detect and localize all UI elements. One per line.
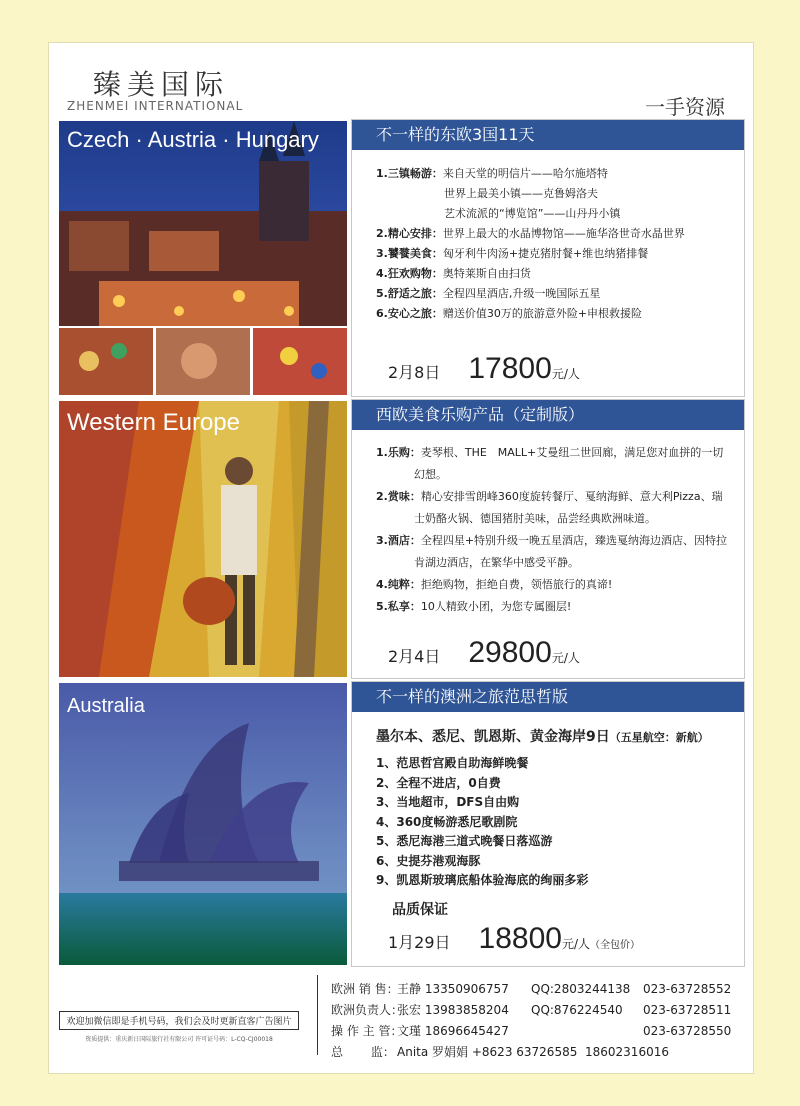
- tour3-subtitle: 墨尔本、悉尼、凯恩斯、黄金海岸9日（五星航空：新航）: [376, 729, 709, 745]
- brand-name-cn: 臻美国际: [93, 68, 230, 101]
- list-item: 4.狂欢购物： 奥特莱斯自由扫货: [376, 267, 531, 280]
- tour1-highlights: [352, 150, 744, 324]
- list-item: 艺术流派的“博览馆”——山丹丹小镇: [444, 207, 621, 220]
- tour1-date: 2月8日: [388, 363, 441, 382]
- tour1-price: [388, 352, 580, 386]
- tour2-image-title: Western Europe: [67, 409, 240, 436]
- list-item: 3.饕餮美食： 匈牙利牛肉汤+捷克猪肘餐+维也纳猪排餐: [376, 247, 649, 260]
- brand-name-en: ZHENMEI INTERNATIONAL: [67, 99, 244, 113]
- list-item: 2、全程不进店，0自费: [376, 775, 501, 790]
- tour3-title-bar: 不一样的澳洲之旅范思哲版: [352, 682, 744, 712]
- footer-divider: [317, 975, 318, 1055]
- tour3-date: 1月29日: [388, 933, 451, 952]
- brochure-page: [48, 42, 754, 1074]
- contact-list: [331, 979, 731, 1063]
- tour2-panel: [351, 399, 745, 679]
- license-info: 资质提供：重庆新日国际旅行社有限公司 许可证号码：L-CQ-CJ00018: [85, 1036, 273, 1043]
- list-item: 1、范思哲宫殿自助海鲜晚餐: [376, 756, 529, 770]
- western-europe-illustration: [59, 401, 347, 677]
- tour3-quality-label: 品质保证: [392, 901, 448, 918]
- brand-tagline: 一手资源: [645, 95, 725, 119]
- tour3-price-note: （全包价）: [590, 940, 641, 951]
- list-item: 5.私享：10人精致小团，为您专属圈层!: [376, 600, 572, 613]
- tour3-price-value: 18800: [478, 922, 562, 955]
- tour3-panel: [351, 681, 745, 967]
- list-item: 6、史提芬港观海豚: [376, 853, 481, 868]
- tour1-image-title: Czech · Austria · Hungary: [67, 127, 319, 152]
- list-item: 5.舒适之旅： 全程四星酒店,升级一晚国际五星: [376, 287, 601, 300]
- tour3-highlights: [352, 752, 744, 891]
- tour2-price-value: 29800: [468, 636, 552, 669]
- list-item: 1.乐购：麦琴根、THE MALL+艾曼纽二世回廊，满足您对血拼的一切幻想。: [376, 446, 724, 481]
- tour2-title-bar: 西欧美食乐购产品（定制版）: [352, 400, 744, 430]
- list-item: 9、凯恩斯玻璃底船体验海底的绚丽多彩: [376, 873, 589, 887]
- list-item: 4、360度畅游悉尼歌剧院: [376, 814, 518, 829]
- list-item: 4.纯粹：拒绝购物，拒绝自费，领悟旅行的真谛!: [376, 578, 613, 591]
- tour3-price-unit: 元/人: [561, 937, 591, 951]
- tour2-date: 2月4日: [388, 647, 441, 666]
- tour3-image-title: Australia: [67, 695, 145, 717]
- tour1-title-bar: 不一样的东欧3国11天: [352, 120, 744, 150]
- tour3-image: [59, 683, 347, 965]
- list-item: 2.赏味：精心安排雪朗峰360度旋转餐厅、戛纳海鲜、意大利Pizza、瑞士奶酪火锅、德国猪肘美味，品尝经典欧洲味道。: [376, 490, 723, 525]
- list-item: 3、当地超市，DFS自由购: [376, 795, 520, 809]
- footer-notice-block: [59, 1011, 299, 1043]
- list-item: 3.酒店：全程四星+特别升级一晚五星酒店，臻选戛纳海边酒店、因特拉肯湖边酒店，在繁华中感受平静。: [376, 534, 728, 569]
- sydney-opera-house-illustration: [59, 683, 347, 965]
- tour2-price: [388, 636, 580, 670]
- list-item: 世界上最美小镇——克鲁姆洛夫: [444, 187, 598, 200]
- list-item: 1.三镇畅游： 来自天堂的明信片——哈尔施塔特: [376, 167, 608, 180]
- tour1-price-value: 17800: [468, 352, 552, 385]
- list-item: 6.安心之旅： 赠送价值30万的旅游意外险+申根救援险: [376, 307, 643, 320]
- prague-market-illustration: [59, 121, 347, 395]
- tour1-panel: [351, 119, 745, 397]
- tour1-image: [59, 121, 347, 395]
- tour2-highlights: [352, 430, 744, 618]
- contact-row: 欧洲 销 售： 王静 13350906757 QQ:2803244138 023-63728552: [331, 982, 732, 996]
- contact-row: 操 作 主 管： 文瑾 18696645427 023-63728550: [331, 1024, 732, 1038]
- contact-row: 欧洲负责人： 张宏 13983858204 QQ:876224540 023-63728511: [331, 1003, 732, 1017]
- tour2-price-unit: 元/人: [551, 651, 580, 665]
- list-item: 2.精心安排： 世界上最大的水晶博物馆——施华洛世奇水晶世界: [376, 227, 685, 240]
- tour1-price-unit: 元/人: [551, 367, 580, 381]
- list-item: 5、悉尼海港三道式晚餐日落巡游: [376, 834, 553, 848]
- wechat-notice: 欢迎加微信即是手机号码，我们会及时更新直客广告图片: [59, 1011, 299, 1030]
- tour2-image: [59, 401, 347, 677]
- contact-row: 总 监： Anita 罗娟娟 +8623 63726585 18602316016: [331, 1045, 669, 1059]
- tour3-price: [388, 922, 640, 956]
